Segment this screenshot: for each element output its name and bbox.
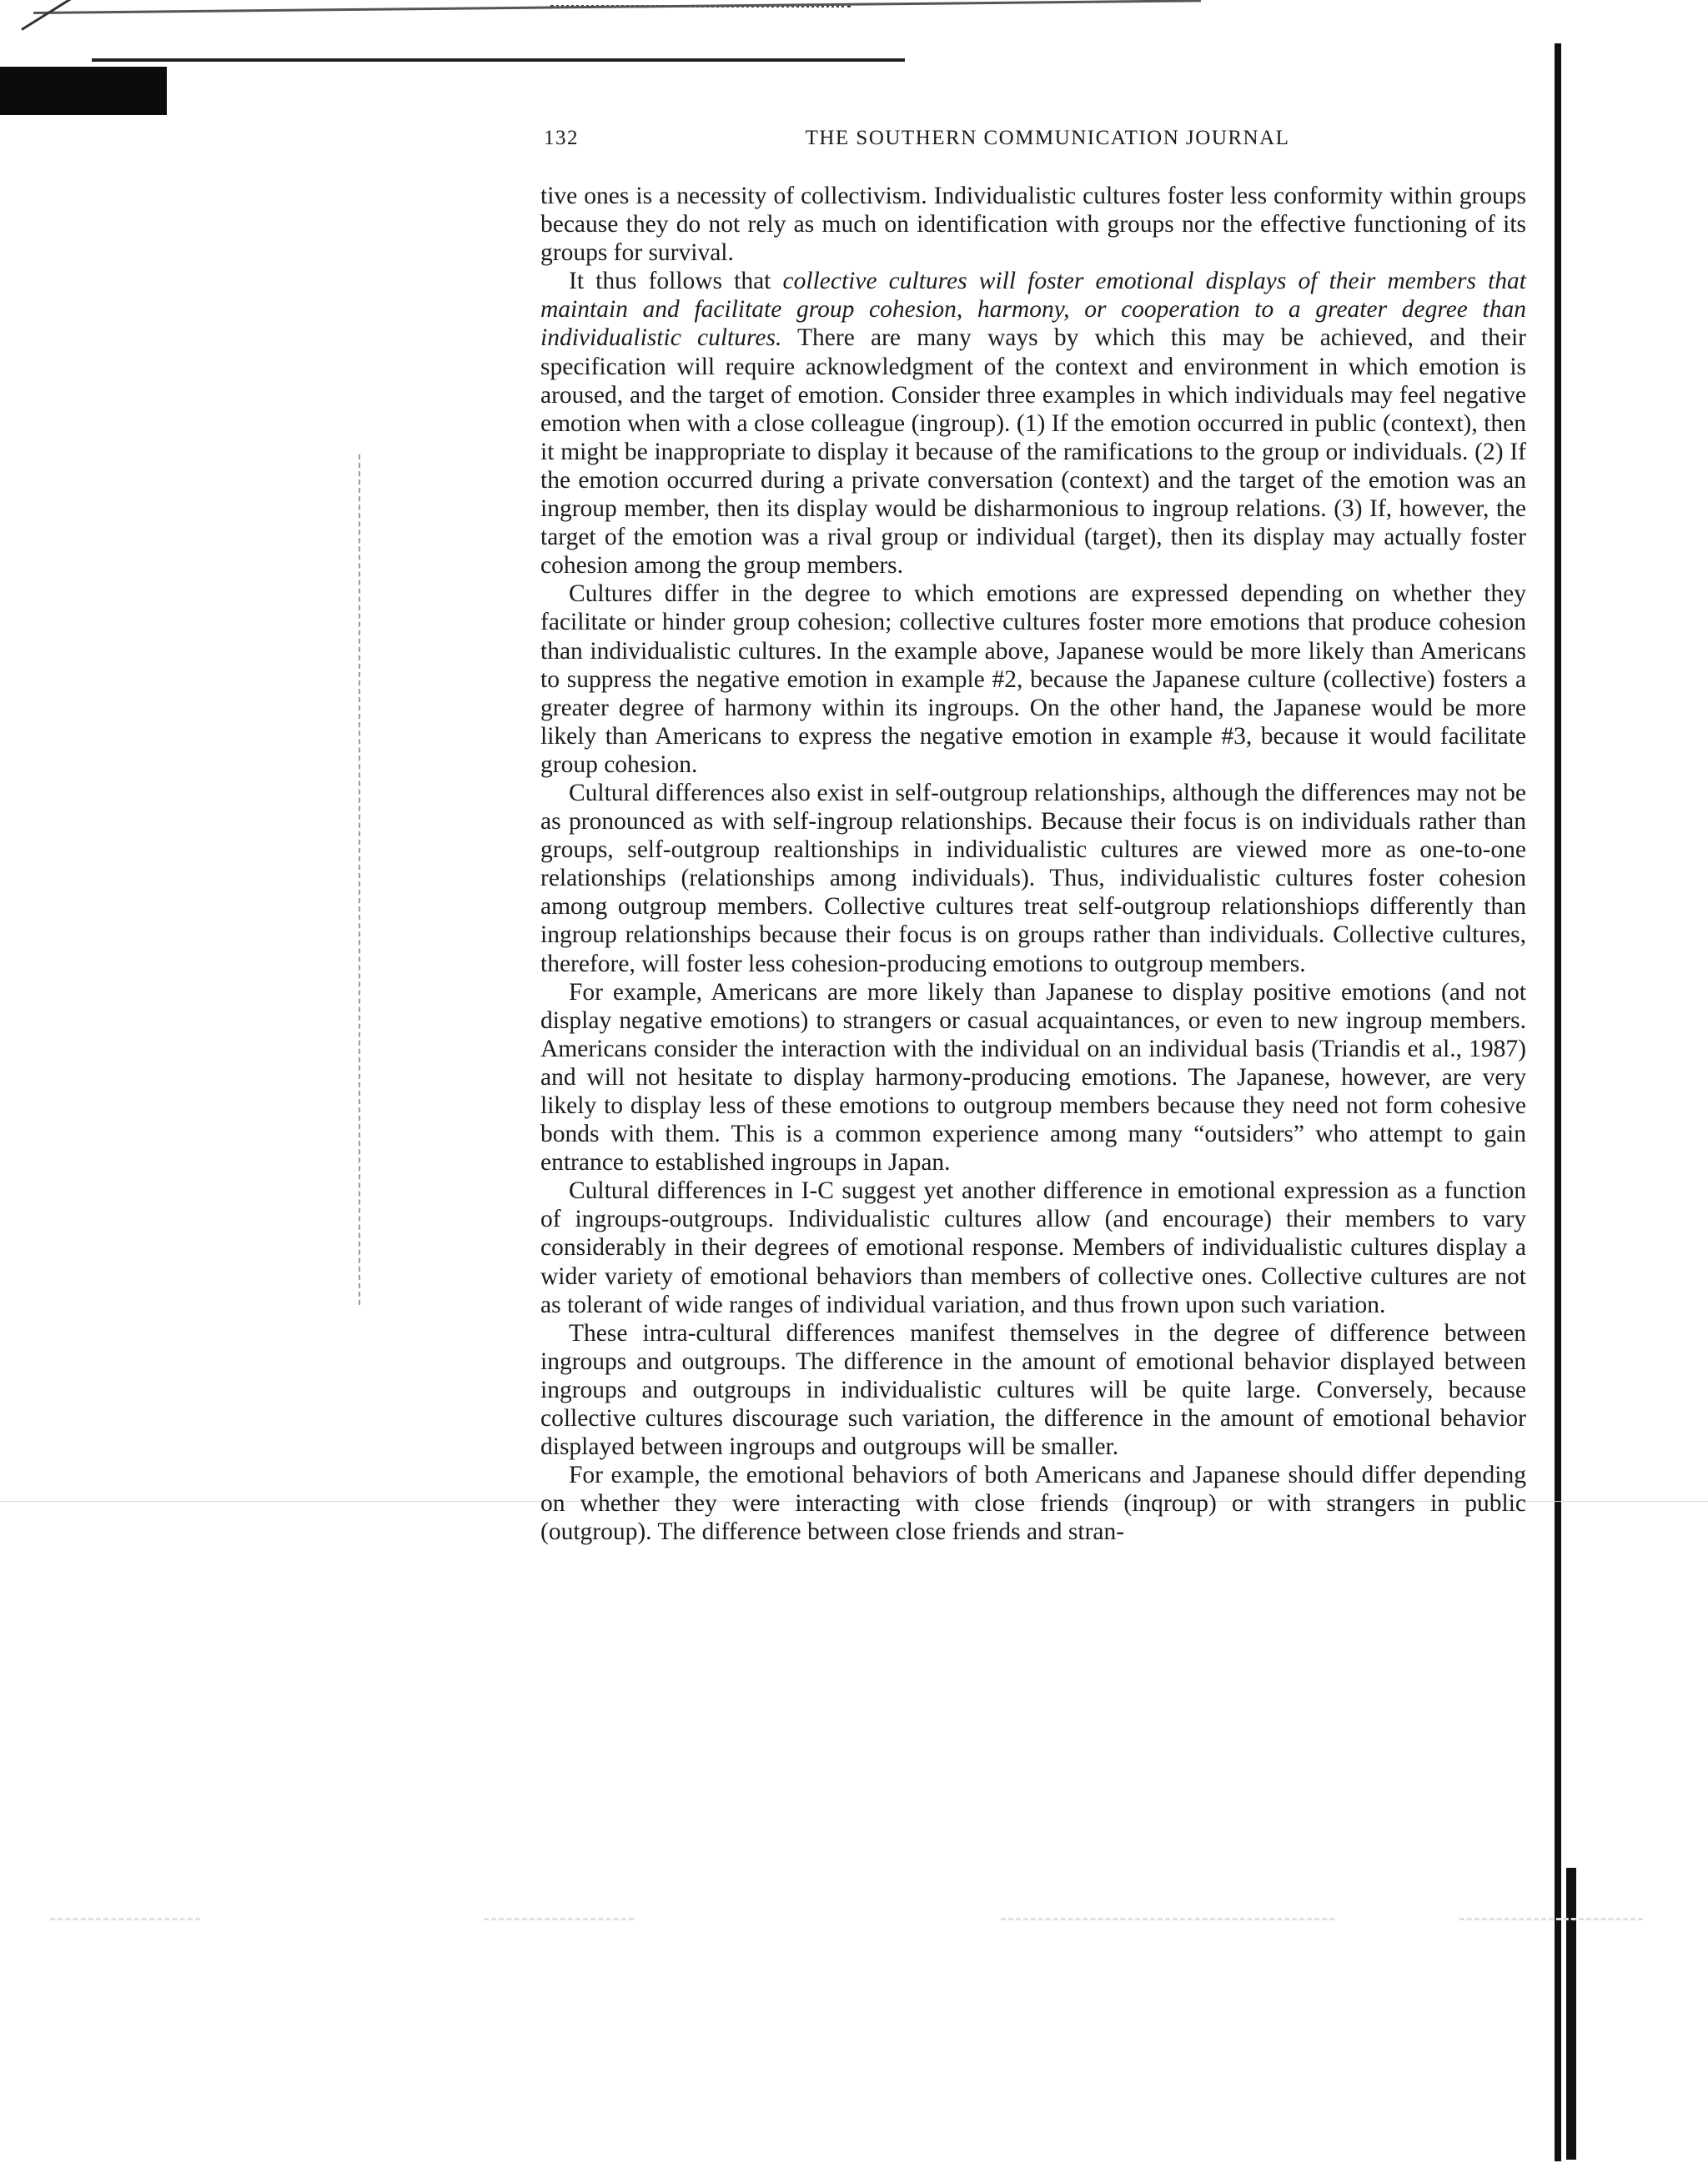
scan-artifact-smudge (50, 1918, 200, 1920)
paragraph: For example, Americans are more likely than Japanese to display positive emotions (and not display negative emotions) to strangers or casual acquaintances, or even to new ingroup members. Americans consider the interaction with the individual on an individual basis (Triandis et al., 1987) and will not hesitate to display harmony-producing emotions. The Japanese, however, are very likely to display less of these emotions to outgroup members because they need not form cohesive bonds with them. This is a common experience among many “outsiders” who attempt to gain entrance to established ingroups in Japan. (540, 978, 1526, 1177)
paragraph: Cultural differences in I-C suggest yet another difference in emotional expression as a function of ingroups-outgroups. Individualistic cultures allow (and encourage) their members to vary considerably in their degrees of emotional response. Members of individualistic cultures display a wider variety of emotional behaviors than members of collective ones. Collective cultures are not as tolerant of wide ranges of individual variation, and thus frown upon such variation. (540, 1177, 1526, 1318)
paragraph: For example, the emotional behaviors of both Americans and Japanese should differ depending on whether they were interacting with close friends (inqroup) or with strangers in public (outgroup). The difference between close friends and stran- (540, 1462, 1526, 1546)
scan-artifact-corner (21, 0, 72, 31)
scan-artifact-right-edge (1555, 43, 1561, 2161)
scan-artifact-rule (92, 58, 905, 62)
scan-artifact-left-dotted-line (359, 454, 360, 1305)
scan-artifact-right-edge-thick (1566, 1868, 1576, 2160)
scan-artifact-top-line (33, 0, 1201, 14)
running-header (544, 127, 1526, 160)
paragraph-rest: There are many ways by which this may be achieved, and their specification will require acknowledgment of the context and environment in which emotion is aroused, and the target of emotion. Consider three examples in which individuals may feel negative emotion when with a close colleague (ingroup). (1) If the emotion occurred in public (context), then it might be inappropriate to display it because of the ramifications to the group or individuals. (2) If the emotion occurred during a private conversation (context) and the target of the emotion was an ingroup member, then its display would be disharmonious to ingroup relations. (3) If, however, the target of the emotion was a rival group or individual (target), then its display may actually foster cohesion among the group members. (540, 324, 1527, 580)
page-number: 132 (544, 127, 579, 149)
paragraph: These intra-cultural differences manifest themselves in the degree of difference between ingroups and outgroups. The difference in the amount of emotional behavior displayed between ingroups and outgroups in individualistic cultures will be quite large. Conversely, because collective cultures discourage such variation, the difference in the amount of emotional behavior displayed between ingroups and outgroups will be smaller. (540, 1319, 1526, 1461)
paragraph (540, 267, 1526, 580)
italic-hypothesis: collective cultures will foster emotional displays of their members that maintain and facilitate group cohesion, harmony, or cooperation to a greater degree than individualistic cultures. (540, 268, 1526, 352)
paragraph: Cultural differences also exist in self-outgroup relationships, although the differences may not be as pronounced as with self-ingroup relationships. Because their focus is on individuals rather than groups, self-outgroup realtionships in individualistic cultures are viewed more as one-to-one relationships (relationships among individuals). Thus, individualistic cultures foster cohesion among outgroup members. Collective cultures treat self-outgroup relationshiops differently than ingroup relationships because their focus is on groups rather than individuals. Collective cultures, therefore, will foster less cohesion-producing emotions to outgroup members. (540, 779, 1526, 977)
scan-artifact-smudge (484, 1918, 634, 1920)
paragraph: tive ones is a necessity of collectivism. Individualistic cultures foster less conformity within groups because they do not rely as much on identification with groups nor the effective functioning of its groups for survival. (540, 183, 1526, 267)
article-body (540, 182, 1526, 1547)
journal-title: THE SOUTHERN COMMUNICATION JOURNAL (805, 127, 1290, 149)
paragraph: Cultures differ in the degree to which emotions are expressed depending on whether they facilitate or hinder group cohesion; collective cultures foster more emotions that produce cohesion than individualistic cultures. In the example above, Japanese would be more likely than Americans to suppress the negative emotion in example #2, because the Japanese culture (collective) fosters a greater degree of harmony within its ingroups. On the other hand, the Japanese would be more likely than Americans to express the negative emotion in example #3, because it would facilitate group cohesion. (540, 580, 1526, 778)
scan-artifact-smudge (1001, 1918, 1334, 1920)
scan-artifact-smudge (1459, 1918, 1643, 1920)
paragraph-lead: It thus follows that (569, 268, 783, 295)
scan-artifact-black-block (0, 67, 167, 115)
